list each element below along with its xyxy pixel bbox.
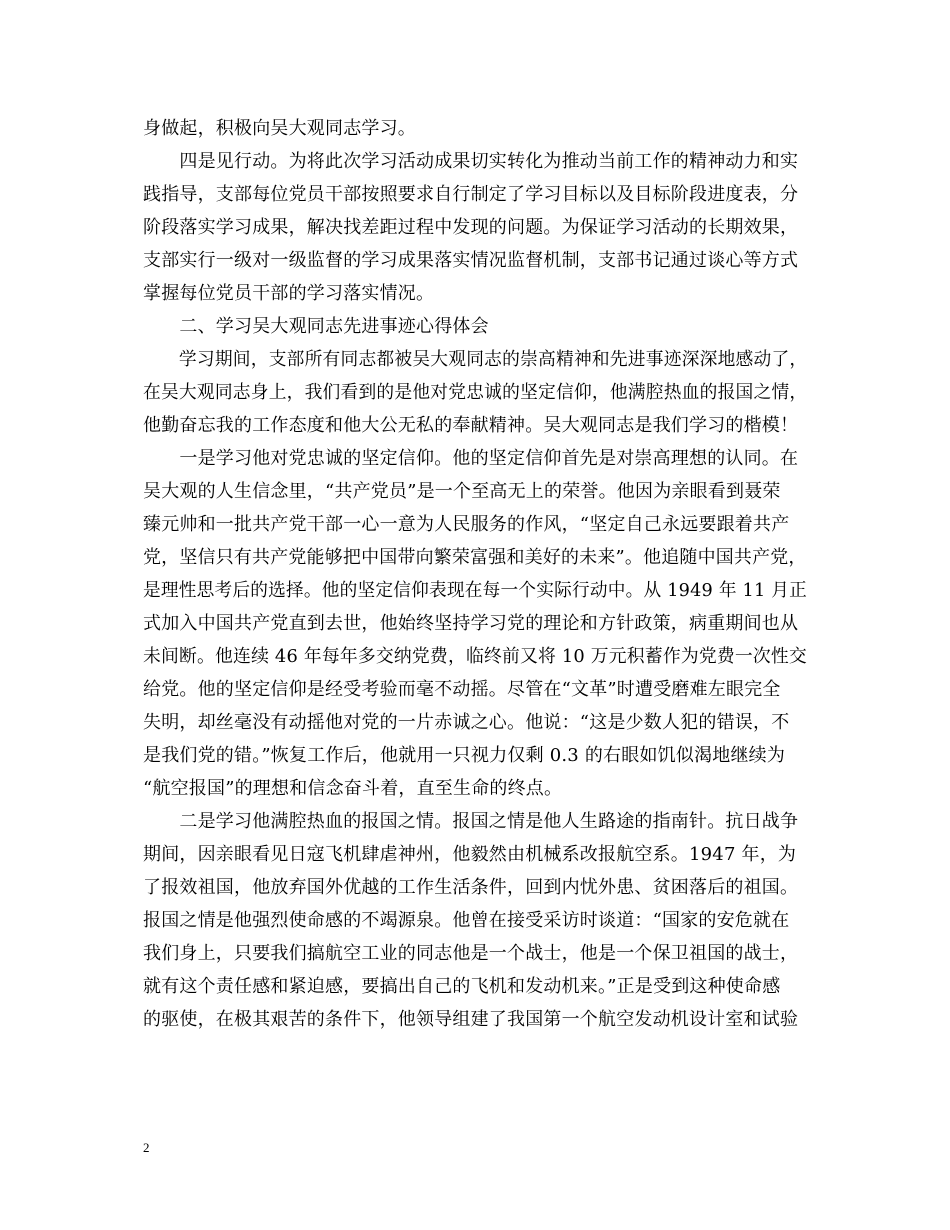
text-line: 给党。他的坚定信仰是经受考验而毫不动摇。尽管在“文革”时遭受磨难左眼完全 (143, 679, 781, 700)
text-line: “航空报国”的理想和信念奋斗着，直至生命的终点。 (143, 778, 563, 799)
text-line: 臻元帅和一批共产党干部一心一意为人民服务的作风，“坚定自己永远要跟着共产 (143, 514, 790, 535)
text-line: 式加入中国共产党直到去世，他始终坚持学习党的理论和方针政策，病重期间也从 (143, 613, 799, 634)
text-line: 掌握每位党员干部的学习落实情况。 (143, 283, 435, 304)
text-line: 践指导，支部每位党员干部按照要求自行制定了学习目标以及目标阶段进度表，分 (143, 184, 799, 205)
text-line: 是理性思考后的选择。他的坚定信仰表现在每一个实际行动中。从 1949 年 11 月正 (143, 580, 807, 601)
page-number: 2 (143, 1140, 150, 1155)
text-line: 一是学习他对党忠诚的坚定信仰。他的坚定信仰首先是对崇高理想的认同。在 (143, 448, 799, 469)
text-line: 党，坚信只有共产党能够把中国带向繁荣富强和美好的未来”。他追随中国共产党， (143, 547, 807, 568)
text-line: 未间断。他连续 46 年每年多交纳党费，临终前又将 10 万元积蓄作为党费一次性交 (143, 646, 807, 667)
section-heading: 二、学习吴大观同志先进事迹心得体会 (143, 316, 489, 337)
text-line: 四是见行动。为将此次学习活动成果切实转化为推动当前工作的精神动力和实 (143, 151, 799, 172)
text-line: 了报效祖国，他放弃国外优越的工作生活条件，回到内忧外患、贫困落后的祖国。 (143, 877, 799, 898)
text-line: 是我们党的错。”恢复工作后，他就用一只视力仅剩 0.3 的右眼如饥似渴地继续为 (143, 745, 786, 766)
text-line: 报国之情是他强烈使命感的不竭源泉。他曾在接受采访时谈道：“国家的安危就在 (143, 910, 790, 931)
text-line: 失明，却丝毫没有动摇他对党的一片赤诚之心。他说：“这是少数人犯的错误，不 (143, 712, 790, 733)
text-line: 的驱使，在极其艰苦的条件下，他领导组建了我国第一个航空发动机设计室和试验 (143, 1009, 799, 1030)
text-line: 阶段落实学习成果，解决找差距过程中发现的问题。为保证学习活动的长期效果， (143, 217, 799, 238)
text-line: 学习期间，支部所有同志都被吴大观同志的崇高精神和先进事迹深深地感动了， (143, 349, 808, 370)
text-line: 在吴大观同志身上，我们看到的是他对党忠诚的坚定信仰，他满腔热血的报国之情， (143, 382, 808, 403)
text-line: 就有这个责任感和紧迫感，要搞出自己的飞机和发动机来。”正是受到这种使命感 (143, 976, 781, 997)
text-line: 吴大观的人生信念里，“共产党员”是一个至高无上的荣誉。他因为亲眼看到聂荣 (143, 481, 781, 502)
text-line: 二是学习他满腔热血的报国之情。报国之情是他人生路途的指南针。抗日战争 (143, 811, 799, 832)
text-line: 期间，因亲眼看见日寇飞机肆虐神州，他毅然由机械系改报航空系。1947 年，为 (143, 844, 797, 865)
text-line: 身做起，积极向吴大观同志学习。 (143, 118, 416, 139)
text-line: 他勤奋忘我的工作态度和他大公无私的奉献精神。吴大观同志是我们学习的楷模！ (143, 415, 799, 436)
text-line: 支部实行一级对一级监督的学习成果落实情况监督机制，支部书记通过谈心等方式 (143, 250, 799, 271)
text-line: 我们身上，只要我们搞航空工业的同志他是一个战士，他是一个保卫祖国的战士， (143, 943, 799, 964)
